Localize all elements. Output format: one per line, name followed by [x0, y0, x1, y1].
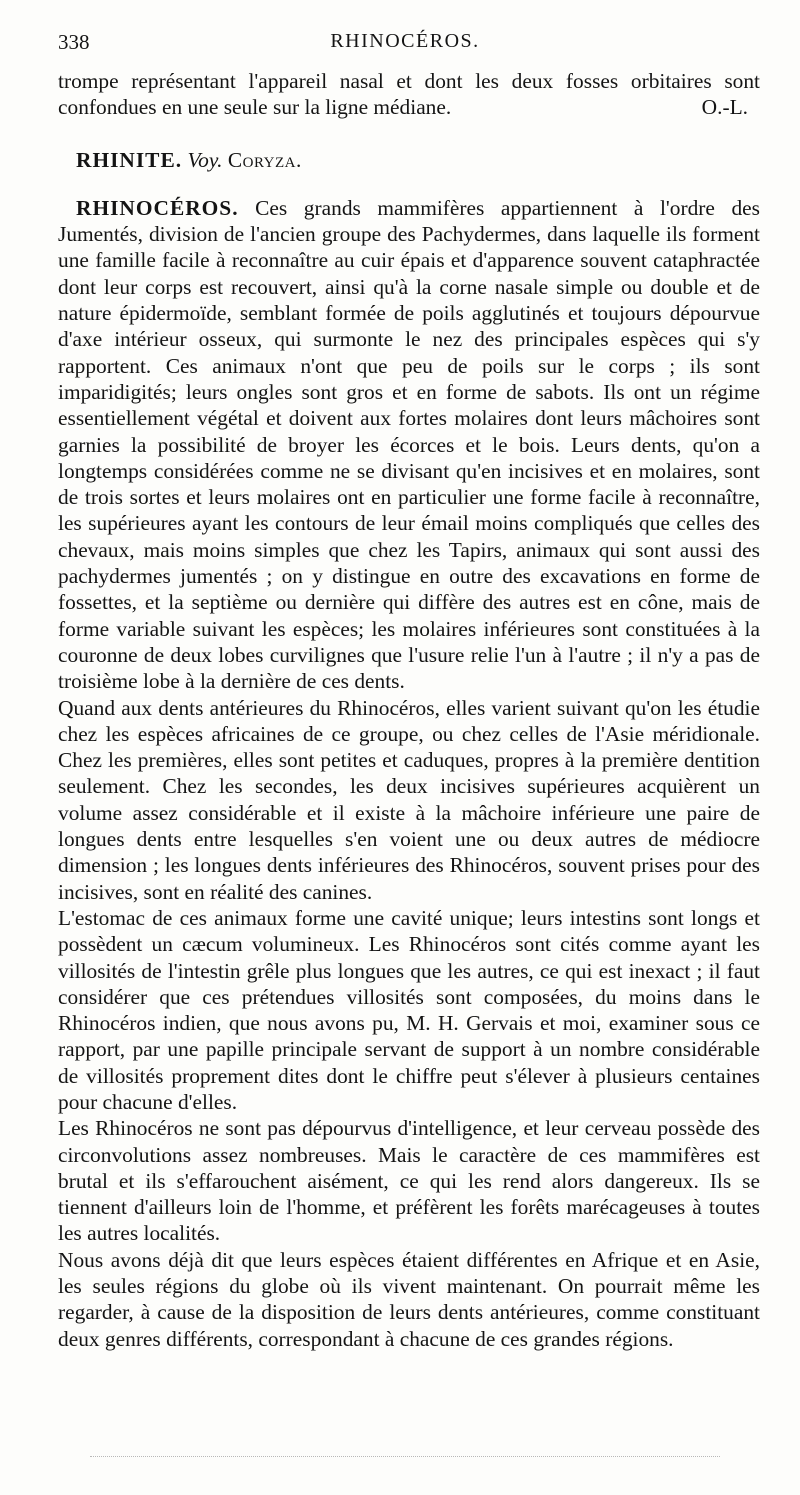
- page-body: [58, 68, 760, 1352]
- page-bottom-rule: [90, 1456, 720, 1457]
- headword-rhinoceros: RHINOCÉROS.: [76, 195, 239, 220]
- page-header: [58, 30, 752, 60]
- entry-rhinite: [58, 147, 760, 173]
- entry-rhinoceros: [58, 195, 760, 695]
- see-reference: Voy.: [187, 147, 223, 172]
- cross-reference-target: Coryza.: [227, 147, 302, 172]
- headword-rhinite: RHINITE.: [76, 147, 183, 172]
- continued-entry-text: [58, 68, 760, 121]
- entry-paragraph: Les Rhinocéros ne sont pas dépourvus d'intelligence, et leur cerveau possède des circonvolutions assez nombreuses. Mais le caractère de ces mammifères est brutal et ils s'effarouchent aisément, ce qui les rend alors dangereux. Ils se tiennent d'ailleurs loin de l'homme, et préfèrent les forêts marécageuses à toutes les autres localités.: [58, 1116, 760, 1246]
- entry-paragraph: Nous avons déjà dit que leurs espèces étaient différentes en Afrique et en Asie, les seules régions du globe où ils vivent maintenant. On pourrait même les regarder, à cause de la disposition de leurs dents antérieures, comme constituant deux genres différents, correspondant à chacune de ces grandes régions.: [58, 1247, 760, 1351]
- running-head: RHINOCÉROS.: [330, 30, 480, 52]
- continued-entry-body: trompe représentant l'appareil nasal et dont les deux fosses orbitaires sont confondues en une seule sur la ligne médiane.: [58, 69, 760, 120]
- page-number: 338: [58, 30, 90, 54]
- entry-paragraph: L'estomac de ces animaux forme une cavité unique; leurs intestins sont longs et possèdent un cæcum volumineux. Les Rhinocéros sont cités comme ayant les villosités de l'intestin grêle plus longues que les autres, ce qui est inexact ; il faut considérer que ces prétendues villosités sont composées, du moins dans le Rhinocéros indien, que nous avons pu, M. H. Gervais et moi, examiner sous ce rapport, par une papille principale servant de support à un nombre considérable de villosités proprement dites dont le chiffre peut s'élever à plusieurs centaines pour chacune d'elles.: [58, 905, 760, 1114]
- entry-paragraph: Quand aux dents antérieures du Rhinocéros, elles varient suivant qu'on les étudie chez les espèces africaines de ce groupe, ou chez celles de l'Asie méridionale. Chez les premières, elles sont petites et caduques, propres à la première dentition seulement. Chez les secondes, les deux incisives supérieures acquièrent un volume assez considérable et il existe à la mâchoire inférieure une paire de longues dents entre lesquelles s'en voient une ou deux autres de médiocre dimension ; les longues dents inférieures des Rhinocéros, souvent prises pour des incisives, sont en réalité des canines.: [58, 695, 760, 904]
- author-signature: O.-L.: [701, 95, 748, 120]
- entry-paragraph: Ces grands mammifères appartiennent à l'ordre des Jumentés, division de l'ancien groupe des Pachydermes, dans laquelle ils forment une famille facile à reconnaître au cuir épais et d'apparence souvent cataphractée dont leur corps est recouvert, ainsi qu'à la corne nasale simple ou double et de nature épidermoïde, semblant formée de poils agglutinés et toujours dépourvue d'axe intérieur osseux, qui surmonte le nez des principales espèces qui s'y rapportent. Ces animaux n'ont que peu de poils sur le corps ; ils sont imparidigités; leurs ongles sont gros et en forme de sabots. Ils ont un régime essentiellement végétal et doivent aux fortes molaires dont leurs mâchoires sont garnies la possibilité de broyer les écorces et le bois. Leurs dents, qu'on a longtemps considérées comme ne se divisant qu'en incisives et en molaires, sont de trois sortes et leurs molaires ont en particulier une forme facile à reconnaître, les supérieures ayant les contours de leur émail moins compliqués que celles des chevaux, mais moins simples que chez les Tapirs, animaux qui sont aussi des pachydermes jumentés ; on y distingue en outre des excavations en forme de fossettes, et la septième ou dernière qui diffère des autres est en cône, mais de forme variable suivant les espèces; les molaires inférieures sont constituées à la couronne de deux lobes curvilignes que l'usure relie l'un à l'autre ; il n'y a pas de troisième lobe à la dernière de ces dents.: [58, 195, 760, 694]
